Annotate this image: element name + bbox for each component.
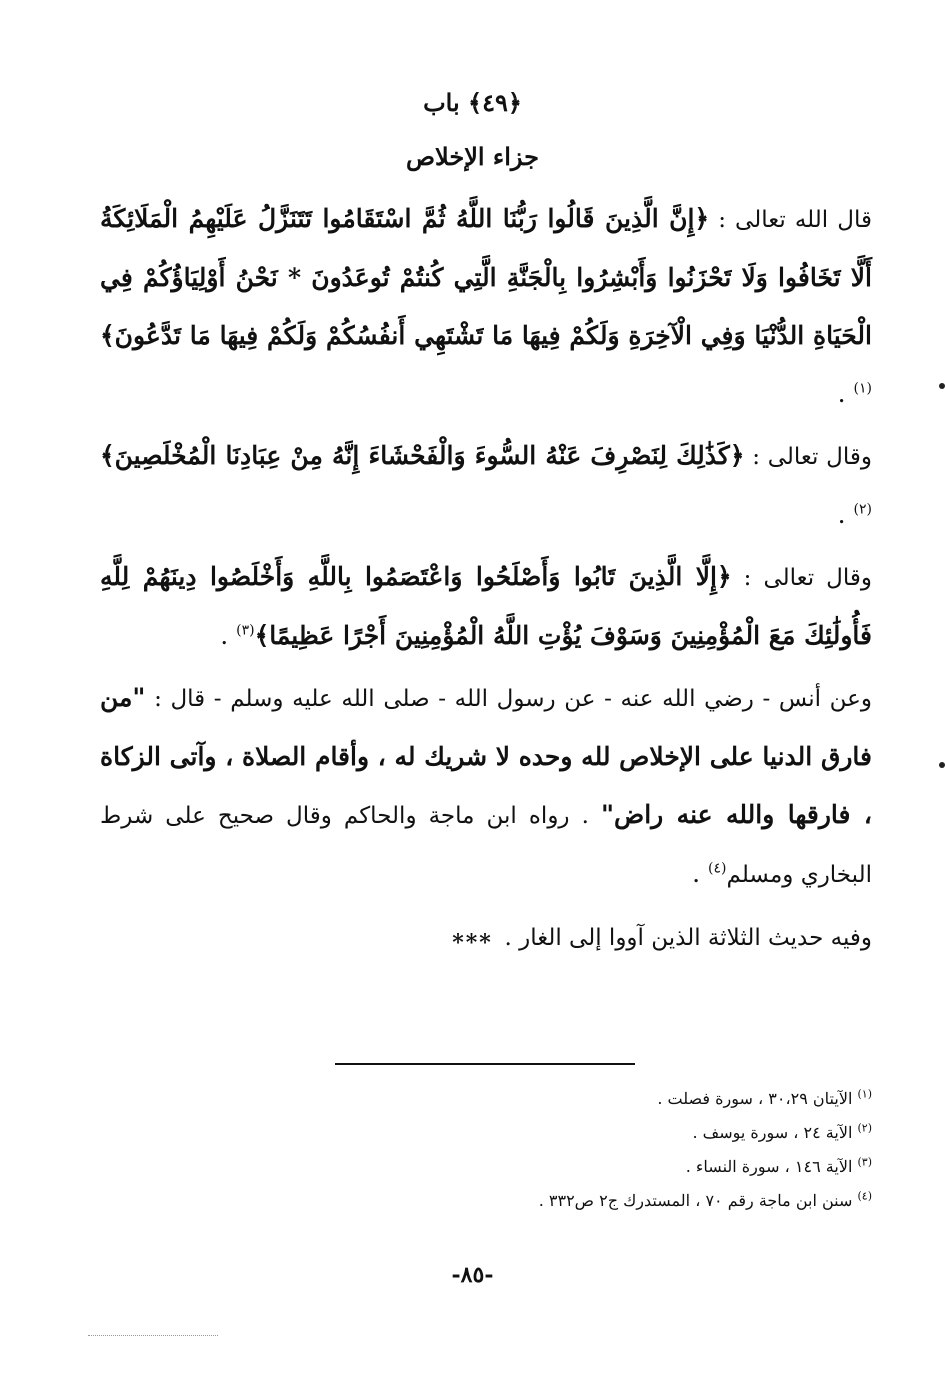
footnote-number: (٣) (857, 1155, 872, 1169)
paragraph-verse-1 (100, 190, 872, 423)
scan-speck (939, 383, 945, 389)
paragraph-hadith (100, 669, 872, 904)
body-text (100, 190, 872, 971)
footnote-text: الآية ١٤٦ ، سورة النساء . (685, 1157, 858, 1176)
hadith-text: "من فارق الدنيا على الإخلاص لله وحده لا شريك له ، وأقام الصلاة ، وآتى الزكاة ، فارقها والله عنه راض" (100, 683, 872, 829)
hadith-intro: وعن أنس - رضي الله عنه - عن رسول الله - صلى الله عليه وسلم - قال : (145, 686, 872, 712)
scan-artifact (88, 1335, 218, 1336)
footnote-2 (100, 1116, 872, 1150)
footnote-marker: (٢) (853, 501, 872, 518)
section-separator: *** (452, 930, 493, 956)
sentence-end: . (692, 859, 709, 888)
hadith-source: . رواه ابن ماجة والحاكم وقال صحيح على شرط البخاري ومسلم (100, 803, 872, 888)
verse-intro: وقال تعالى : (744, 444, 872, 470)
quran-verse: ﴿إِنَّ الَّذِينَ قَالُوا رَبُّنَا اللَّهُ ثُمَّ اسْتَقَامُوا تَتَنَزَّلُ عَلَيْهِمُ الْمَلَائِكَةُ أَلَّا تَخَافُوا وَلَا تَحْزَنُوا وَأَبْشِرُوا بِالْجَنَّةِ الَّتِي كُنتُمْ تُوعَدُونَ * نَحْنُ أَوْلِيَاؤُكُمْ فِي الْحَيَاةِ الدُّنْيَا وَفِي الْآخِرَةِ وَلَكُمْ فِيهَا مَا تَشْتَهِي أَنفُسُكُمْ وَلَكُمْ فِيهَا مَا تَدَّعُونَ﴾ (100, 204, 872, 350)
footnote-4 (100, 1184, 872, 1218)
footnote-text: الآيتان ٣٠،٢٩ ، سورة فصلت . (657, 1089, 858, 1108)
scan-speck (939, 762, 945, 768)
chapter-title: جزاء الإخلاص (406, 142, 539, 171)
footnotes (100, 1082, 872, 1218)
footnote-text: الآية ٢٤ ، سورة يوسف . (692, 1123, 858, 1142)
footnote-3 (100, 1150, 872, 1184)
quran-verse: ﴿كَذَٰلِكَ لِنَصْرِفَ عَنْهُ السُّوءَ وَالْفَحْشَاءَ إِنَّهُ مِنْ عِبَادِنَا الْمُخْلَصِينَ﴾ (100, 441, 745, 470)
footnote-marker: (٣) (236, 622, 255, 639)
footnote-marker: (١) (853, 380, 872, 397)
footnote-marker: (٤) (708, 860, 727, 877)
chapter-number: ﴿٤٩﴾ باب (423, 88, 522, 117)
verse-intro: قال الله تعالى : (709, 207, 873, 233)
verse-intro: وقال تعالى : (731, 565, 872, 591)
quran-verse: ﴿إِلَّا الَّذِينَ تَابُوا وَأَصْلَحُوا وَاعْتَصَمُوا بِاللَّهِ وَأَخْلَصُوا دِينَهُمْ لِلَّهِ فَأُولَٰئِكَ مَعَ الْمُؤْمِنِينَ وَسَوْفَ يُؤْتِ اللَّهُ الْمُؤْمِنِينَ أَجْرًا عَظِيمًا﴾ (100, 562, 872, 650)
closing-line: وفيه حديث الثلاثة الذين آووا إلى الغار . (504, 925, 872, 951)
footnote-divider (335, 1063, 635, 1065)
footnote-number: (١) (857, 1087, 872, 1101)
sentence-end: . (837, 379, 854, 408)
paragraph-verse-3 (100, 548, 872, 665)
footnote-1 (100, 1082, 872, 1116)
footnote-text: سنن ابن ماجة رقم ٧٠ ، المستدرك ج٢ ص٣٣٢ . (538, 1191, 858, 1210)
sentence-end: . (837, 500, 854, 529)
page-number: -٨٥- (451, 1262, 494, 1288)
footnote-number: (٢) (857, 1121, 872, 1135)
paragraph-verse-2 (100, 427, 872, 544)
sentence-end: . (220, 621, 237, 650)
footnote-number: (٤) (857, 1189, 872, 1203)
